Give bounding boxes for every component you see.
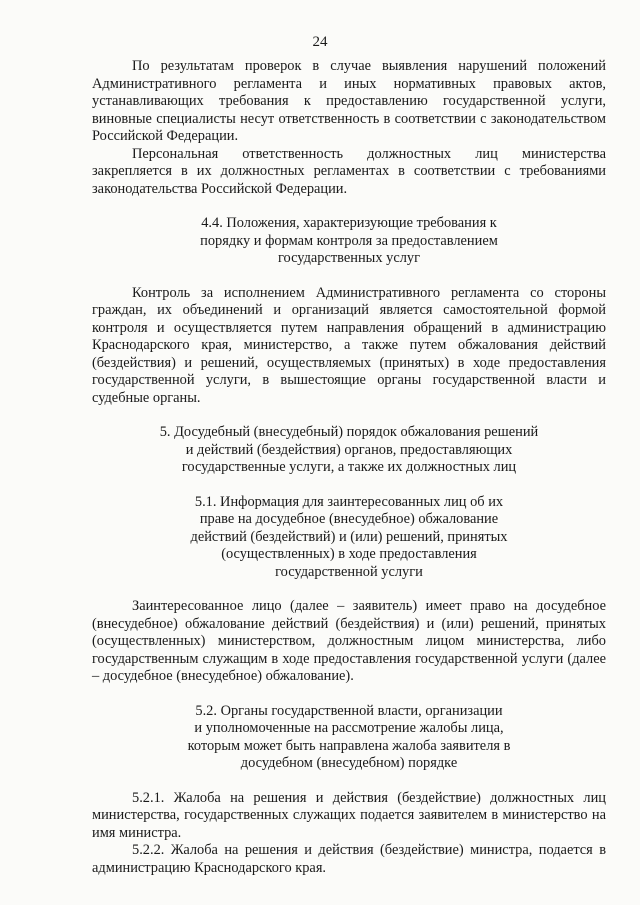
heading-line: 5.2. Органы государственной власти, организации — [195, 702, 503, 719]
heading-5-2 — [184, 703, 514, 773]
paragraph-appeal-right: Заинтересованное лицо (далее – заявитель) имеет право на досудебное (внесудебное) обжалование действий (бездействия) и (или) решений, принятых (осуществленных) министерством, должностным лицом министерства, либо государственным служащим в ходе предоставления государственной услуги (далее – досудебное (внесудебное) обжалование). — [92, 598, 606, 684]
heading-line: государственных услуг — [278, 250, 420, 266]
heading-line: досудебном (внесудебном) порядке — [240, 755, 458, 771]
heading-5-1 — [179, 494, 519, 582]
heading-line: 5. Досудебный (внесудебный) порядок обжалования решений — [159, 424, 539, 440]
paragraph-citizen-control: Контроль за исполнением Административного регламента со стороны граждан, их объединений и организаций является самостоятельной формой контроля и осуществляется путем направления обращений в администрацию Краснодарского края, министерство, а также путем обжалования действий (бездействия) и решений, осуществляемых (принятых) в ходе предоставления государственной услуги, в вышестоящие органы государственной власти и судебные органы. — [92, 284, 606, 406]
paragraph-personal-responsibility: Персональная ответственность должностных лиц министерства закрепляется в их должностных регламентах в соответствии с требованиями законодательства Российской Федерации. — [92, 145, 606, 197]
heading-line: (осуществленных) в ходе предоставления — [221, 546, 477, 562]
heading-line: и уполномоченные на рассмотрение жалобы лица, — [194, 720, 504, 736]
heading-line: 4.4. Положения, характеризующие требования к — [201, 215, 497, 231]
heading-line: государственной услуги — [275, 563, 423, 580]
heading-line: государственные услуги, а также их должностных лиц — [181, 459, 517, 475]
heading-line: праве на досудебное (внесудебное) обжалование — [199, 511, 499, 527]
document-body — [92, 58, 606, 877]
heading-line: и действий (бездействия) органов, предоставляющих — [185, 441, 513, 458]
heading-line: действий (бездействий) и (или) решений, принятых — [190, 528, 508, 545]
paragraph-violations-responsibility: По результатам проверок в случае выявления нарушений положений Административного регламента и иных нормативных правовых актов, устанавливающих требования к предоставлению государственной услуги, виновные специалисты несут ответственность в соответствии с законодательством Российской Федерации. — [92, 58, 606, 144]
heading-line: которым может быть направлена жалоба заявителя в — [187, 737, 511, 754]
heading-4-4 — [184, 215, 514, 268]
paragraph-5-2-2: 5.2.2. Жалоба на решения и действия (бездействие) министра, подается в администрацию Краснодарского края. — [92, 842, 606, 876]
paragraph-5-2-1: 5.2.1. Жалоба на решения и действия (бездействие) должностных лиц министерства, государственных служащих подается заявителем в министерство на имя министра. — [92, 789, 606, 841]
page-number: 24 — [312, 34, 328, 50]
heading-line: 5.1. Информация для заинтересованных лиц об их — [194, 493, 504, 510]
heading-5 — [139, 424, 559, 477]
heading-line: порядку и формам контроля за предоставлением — [200, 232, 498, 249]
